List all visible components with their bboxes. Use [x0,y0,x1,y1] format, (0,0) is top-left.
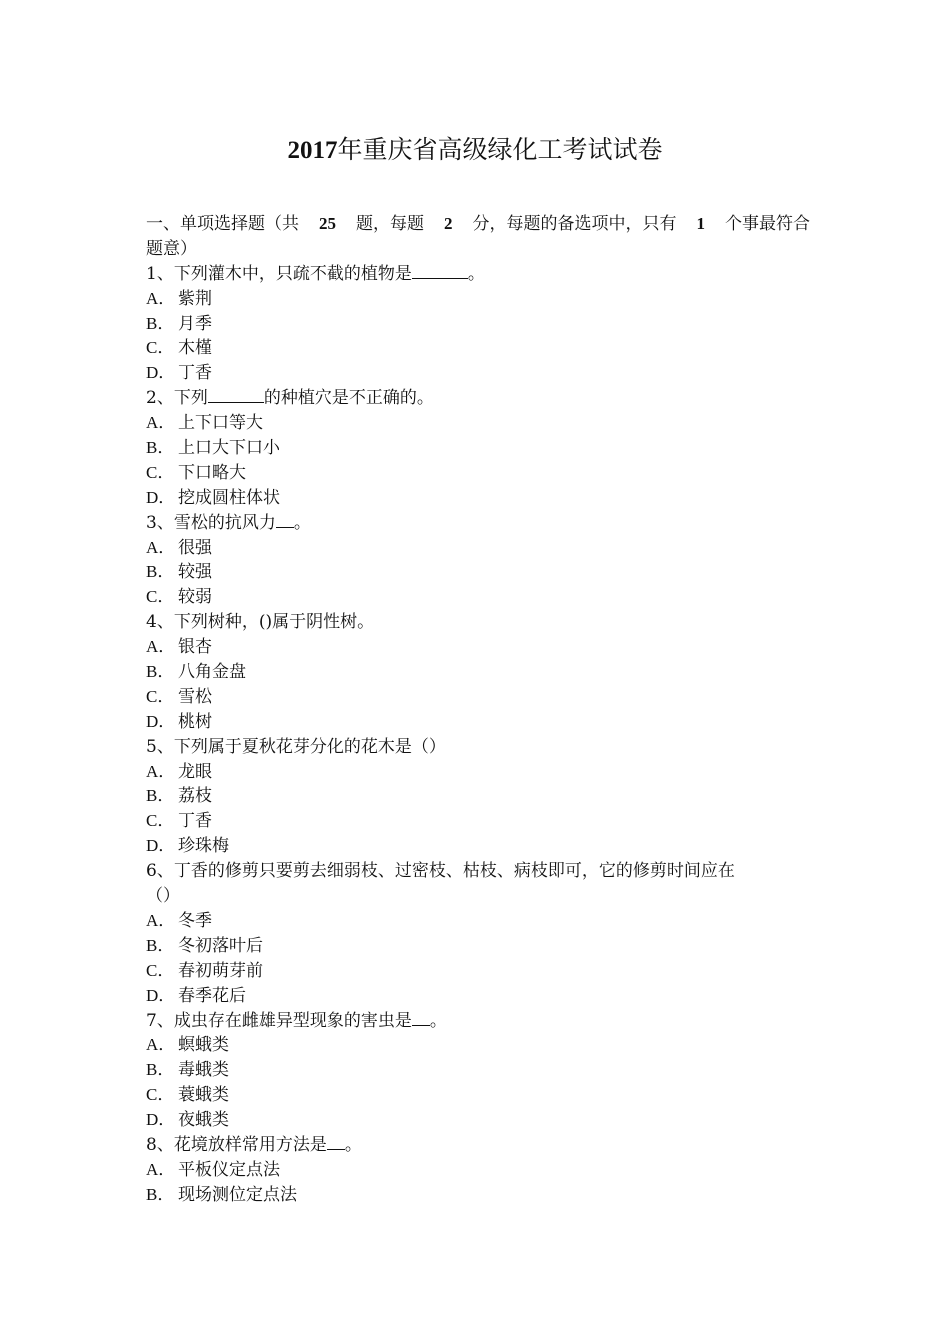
question-3: 3、雪松的抗风力 。 [146,512,311,533]
exam-content [146,212,810,1208]
option: D． 夜蛾类 [146,1110,229,1131]
answer-blank [208,387,264,403]
option: D． 珍珠梅 [146,836,229,857]
option: D． 丁香 [146,363,212,384]
option: B． 荔枝 [146,786,212,807]
answer-blank [412,263,468,279]
option: B． 较强 [146,562,212,583]
option: B． 现场测位定点法 [146,1184,297,1205]
option: B． 毒蛾类 [146,1060,229,1081]
question-7: 7、成虫存在雌雄异型现象的害虫是 。 [146,1010,447,1031]
option: B． 上口大下口小 [146,438,280,459]
title-text: 年重庆省高级绿化工考试试卷 [337,135,663,164]
answer-blank [276,512,294,528]
option: C． 木槿 [146,338,212,359]
option: C． 春初萌芽前 [146,960,263,981]
question-6-cont: （） [146,886,180,907]
option: A． 平板仪定点法 [146,1159,280,1180]
option: C． 下口略大 [146,462,246,483]
question-4: 4、下列树种，()属于阴性树。 [146,612,375,633]
answer-blank [327,1134,345,1150]
option: C． 蓑蛾类 [146,1085,229,1106]
option: D． 春季花后 [146,985,246,1006]
option: A． 很强 [146,537,212,558]
question-1: 1、下列灌木中，只疏不截的植物是 。 [146,263,485,284]
section-heading: 一、单项选择题（共 25 题，每题 2 分，每题的备选项中，只有 1 个事最符合 [146,214,810,234]
question-8: 8、花境放样常用方法是 。 [146,1134,362,1155]
option: A． 冬季 [146,910,212,931]
option: A． 紫荆 [146,288,212,309]
option: A． 银杏 [146,637,212,658]
option: A． 螟蛾类 [146,1035,229,1056]
option: B． 月季 [146,313,212,334]
option: D． 挖成圆柱体状 [146,487,280,508]
option: B． 冬初落叶后 [146,935,263,956]
option: D． 桃树 [146,711,212,732]
document-title [0,133,950,168]
option: C． 雪松 [146,686,212,707]
option: C． 较弱 [146,587,212,608]
question-6: 6、丁香的修剪只要剪去细弱枝、过密枝、枯枝、病枝即可，它的修剪时间应在 [146,861,735,882]
option: A． 上下口等大 [146,413,263,434]
question-2: 2、下列 的种植穴是不正确的。 [146,388,434,409]
title-year: 2017 [287,137,338,164]
answer-blank [412,1010,430,1026]
section-heading-cont: 题意） [146,238,197,259]
option: C． 丁香 [146,811,212,832]
option: B． 八角金盘 [146,662,246,683]
question-5: 5、下列属于夏秋花芽分化的花木是（） [146,736,446,757]
option: A． 龙眼 [146,761,212,782]
